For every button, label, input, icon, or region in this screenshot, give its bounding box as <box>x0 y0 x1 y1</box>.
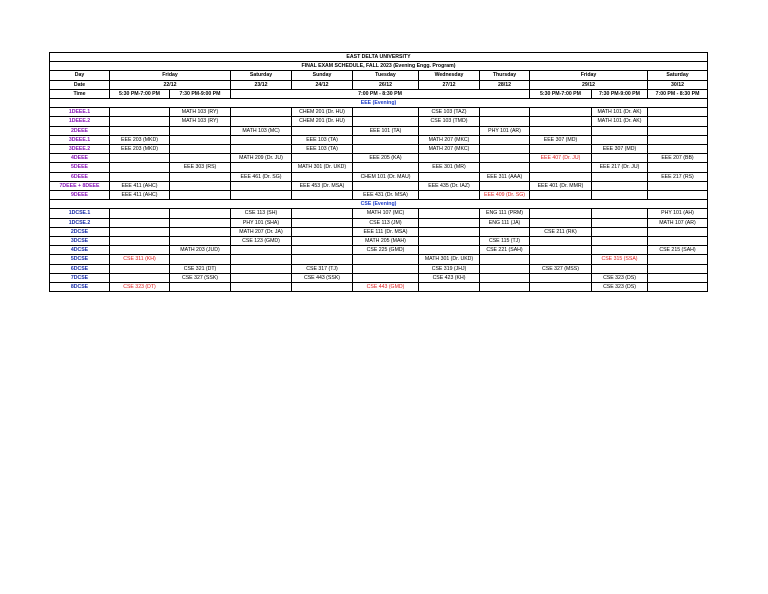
batch-label: 7DCSE <box>50 273 110 282</box>
exam-cell <box>231 163 292 172</box>
exam-cell: CHEM 201 (Dr. HU) <box>292 108 353 117</box>
exam-cell <box>292 154 353 163</box>
exam-cell: ENG 111 (JA) <box>480 218 530 227</box>
exam-cell <box>231 255 292 264</box>
exam-cell: CSE 327 (SSK) <box>170 273 231 282</box>
batch-label: 1DEEE.2 <box>50 117 110 126</box>
exam-cell <box>353 255 419 264</box>
schedule-row <box>50 145 708 154</box>
exam-cell <box>110 154 170 163</box>
exam-cell <box>530 163 592 172</box>
exam-cell <box>231 273 292 282</box>
exam-cell: CSE 123 (GMD) <box>231 237 292 246</box>
exam-cell: MATH 101 (Dr. AK) <box>592 108 648 117</box>
exam-cell <box>170 172 231 181</box>
exam-cell: MATH 207 (Dr. JA) <box>231 227 292 236</box>
exam-cell <box>231 283 292 292</box>
exam-cell: CSE 115 (TJ) <box>480 237 530 246</box>
day-wednesday: Wednesday <box>419 71 480 80</box>
exam-cell <box>170 145 231 154</box>
exam-cell: CSE 215 (SAH) <box>648 246 708 255</box>
exam-cell: MATH 205 (MAH) <box>353 237 419 246</box>
batch-label: 2DEEE <box>50 126 110 135</box>
cse-section-header: CSE (Evening) <box>50 200 708 209</box>
exam-cell: CSE 323 (DS) <box>592 283 648 292</box>
exam-cell <box>231 108 292 117</box>
batch-label: 5DEEE <box>50 163 110 172</box>
exam-cell <box>231 246 292 255</box>
schedule-row <box>50 154 708 163</box>
time-slot-d: 7:30 PM-9:00 PM <box>592 89 648 98</box>
exam-cell <box>592 237 648 246</box>
date-thursday: 28/12 <box>480 80 530 89</box>
exam-cell <box>530 145 592 154</box>
exam-cell: EEE 409 (Dr. SG) <box>480 191 530 200</box>
exam-cell <box>110 209 170 218</box>
exam-cell <box>530 237 592 246</box>
time-slot-c: 5:30 PM-7:00 PM <box>530 89 592 98</box>
exam-cell: CSE 443 (SSK) <box>292 273 353 282</box>
exam-cell <box>419 283 480 292</box>
exam-cell <box>231 191 292 200</box>
exam-cell <box>530 246 592 255</box>
subtitle-row <box>50 62 708 71</box>
exam-cell: EEE 217 (RS) <box>648 172 708 181</box>
exam-cell <box>419 246 480 255</box>
exam-cell: PHY 101 (AH) <box>648 209 708 218</box>
exam-cell <box>480 154 530 163</box>
exam-cell: EEE 401 (Dr. MMR) <box>530 181 592 190</box>
exam-cell <box>170 191 231 200</box>
exam-cell <box>292 283 353 292</box>
exam-cell: MATH 209 (Dr. JU) <box>231 154 292 163</box>
exam-cell: CSE 323 (DS) <box>592 273 648 282</box>
schedule-row <box>50 273 708 282</box>
date-tuesday: 26/12 <box>353 80 419 89</box>
exam-cell: CSE 323 (DT) <box>110 283 170 292</box>
schedule-row <box>50 209 708 218</box>
exam-cell: CSE 423 (KH) <box>419 273 480 282</box>
exam-cell: PHY 101 (AR) <box>480 126 530 135</box>
exam-cell <box>530 126 592 135</box>
exam-cell <box>292 246 353 255</box>
exam-cell <box>419 218 480 227</box>
exam-cell <box>530 283 592 292</box>
schedule-row <box>50 126 708 135</box>
exam-cell <box>231 135 292 144</box>
exam-cell <box>170 126 231 135</box>
exam-cell <box>648 191 708 200</box>
exam-cell <box>592 264 648 273</box>
exam-cell <box>592 246 648 255</box>
day-row <box>50 71 708 80</box>
exam-cell <box>648 145 708 154</box>
day-label: Day <box>50 71 110 80</box>
exam-cell: CHEM 201 (Dr. HU) <box>292 117 353 126</box>
time-row <box>50 89 708 98</box>
exam-cell <box>419 154 480 163</box>
exam-cell <box>648 108 708 117</box>
exam-cell: EEE 203 (MKD) <box>110 135 170 144</box>
exam-cell <box>110 163 170 172</box>
exam-cell <box>110 126 170 135</box>
schedule-subtitle: FINAL EXAM SCHEDULE, FALL 2023 (Evening Engg. Program) <box>50 62 708 71</box>
date-friday-1: 22/12 <box>110 80 231 89</box>
exam-cell: MATH 301 (Dr. UKD) <box>292 163 353 172</box>
exam-cell: EEE 435 (Dr. IAZ) <box>419 181 480 190</box>
exam-cell: CHEM 101 (Dr. MAU) <box>353 172 419 181</box>
exam-cell <box>231 181 292 190</box>
exam-cell <box>231 117 292 126</box>
schedule-row <box>50 264 708 273</box>
exam-cell <box>419 172 480 181</box>
exam-cell: CSE 315 (SSA) <box>592 255 648 264</box>
exam-cell: CSE 327 (MSS) <box>530 264 592 273</box>
day-friday-2: Friday <box>530 71 648 80</box>
batch-label: 6DEEE <box>50 172 110 181</box>
batch-label: 1DEEE.1 <box>50 108 110 117</box>
exam-cell <box>110 218 170 227</box>
exam-cell: EEE 407 (Dr. JU) <box>530 154 592 163</box>
exam-cell <box>170 209 231 218</box>
exam-cell: EEE 207 (BB) <box>648 154 708 163</box>
exam-cell <box>648 126 708 135</box>
exam-cell: MATH 203 (JUD) <box>170 246 231 255</box>
batch-label: 7DEEE + 8DEEE <box>50 181 110 190</box>
exam-cell: ENG 111 (PRM) <box>480 209 530 218</box>
batch-label: 9DEEE <box>50 191 110 200</box>
exam-cell <box>648 283 708 292</box>
exam-cell <box>530 255 592 264</box>
exam-cell <box>353 163 419 172</box>
exam-cell: CSE 317 (TJ) <box>292 264 353 273</box>
batch-label: 3DEEE.1 <box>50 135 110 144</box>
schedule-row <box>50 227 708 236</box>
date-saturday-2: 30/12 <box>648 80 708 89</box>
exam-cell <box>353 108 419 117</box>
exam-cell <box>530 209 592 218</box>
batch-label: 3DEEE.2 <box>50 145 110 154</box>
exam-cell <box>648 135 708 144</box>
exam-cell <box>419 209 480 218</box>
exam-cell <box>592 209 648 218</box>
exam-cell <box>480 273 530 282</box>
time-label: Time <box>50 89 110 98</box>
exam-cell <box>110 117 170 126</box>
date-row <box>50 80 708 89</box>
exam-cell <box>292 191 353 200</box>
exam-cell: EEE 301 (MR) <box>419 163 480 172</box>
exam-cell <box>292 237 353 246</box>
exam-cell <box>480 135 530 144</box>
exam-cell: EEE 461 (Dr. SG) <box>231 172 292 181</box>
day-sunday: Sunday <box>292 71 353 80</box>
eee-section-header: EEE (Evening) <box>50 99 708 108</box>
exam-cell <box>530 117 592 126</box>
exam-cell: MATH 103 (MC) <box>231 126 292 135</box>
exam-cell <box>419 126 480 135</box>
schedule-row <box>50 237 708 246</box>
exam-cell <box>419 227 480 236</box>
exam-cell <box>353 273 419 282</box>
exam-cell <box>419 237 480 246</box>
exam-cell <box>170 237 231 246</box>
exam-cell: CSE 211 (RK) <box>530 227 592 236</box>
exam-cell <box>110 108 170 117</box>
schedule-row <box>50 163 708 172</box>
exam-schedule-table <box>49 52 708 292</box>
schedule-row <box>50 117 708 126</box>
exam-cell: MATH 107 (AR) <box>648 218 708 227</box>
exam-cell: CSE 321 (DT) <box>170 264 231 273</box>
day-tuesday: Tuesday <box>353 71 419 80</box>
exam-cell <box>353 145 419 154</box>
exam-cell: EEE 307 (MD) <box>530 135 592 144</box>
exam-cell: EEE 103 (TA) <box>292 145 353 154</box>
exam-cell <box>353 117 419 126</box>
exam-cell <box>110 227 170 236</box>
batch-label: 5DCSE <box>50 255 110 264</box>
exam-cell <box>231 145 292 154</box>
exam-cell <box>292 255 353 264</box>
batch-label: 6DCSE <box>50 264 110 273</box>
exam-cell <box>592 126 648 135</box>
exam-cell <box>480 283 530 292</box>
exam-cell: CSE 221 (SAH) <box>480 246 530 255</box>
cse-section <box>50 200 708 292</box>
date-label: Date <box>50 80 110 89</box>
exam-cell <box>292 126 353 135</box>
exam-cell: MATH 207 (MKC) <box>419 145 480 154</box>
time-slot-b: 7:30 PM-9:00 PM <box>170 89 231 98</box>
exam-cell <box>648 181 708 190</box>
exam-cell: EEE 101 (TA) <box>353 126 419 135</box>
exam-cell <box>480 264 530 273</box>
exam-cell <box>110 246 170 255</box>
exam-cell <box>292 227 353 236</box>
schedule-row <box>50 218 708 227</box>
exam-cell <box>530 108 592 117</box>
exam-cell <box>170 218 231 227</box>
time-slot-mid: 7:00 PM - 8:30 PM <box>231 89 530 98</box>
time-slot-e: 7:00 PM - 8:30 PM <box>648 89 708 98</box>
day-friday-1: Friday <box>110 71 231 80</box>
exam-cell: CSE 319 (JHJ) <box>419 264 480 273</box>
exam-cell: EEE 307 (MD) <box>592 145 648 154</box>
exam-cell <box>648 163 708 172</box>
exam-cell: EEE 103 (TA) <box>292 135 353 144</box>
exam-cell <box>353 181 419 190</box>
exam-cell <box>648 227 708 236</box>
exam-cell: MATH 101 (Dr. AK) <box>592 117 648 126</box>
exam-cell <box>170 135 231 144</box>
exam-cell: MATH 301 (Dr. UKD) <box>419 255 480 264</box>
exam-cell: EEE 431 (Dr. MSA) <box>353 191 419 200</box>
exam-cell <box>110 273 170 282</box>
exam-cell <box>648 255 708 264</box>
exam-cell: EEE 111 (Dr. MSA) <box>353 227 419 236</box>
exam-cell <box>592 191 648 200</box>
exam-cell <box>170 154 231 163</box>
exam-cell: MATH 107 (MC) <box>353 209 419 218</box>
exam-cell <box>480 163 530 172</box>
exam-cell: EEE 311 (AAA) <box>480 172 530 181</box>
exam-cell <box>292 218 353 227</box>
exam-cell <box>592 154 648 163</box>
exam-cell: CSE 103 (TAZ) <box>419 108 480 117</box>
exam-cell: MATH 103 (RY) <box>170 117 231 126</box>
exam-cell <box>419 191 480 200</box>
batch-label: 4DEEE <box>50 154 110 163</box>
batch-label: 1DCSE.1 <box>50 209 110 218</box>
exam-cell <box>292 209 353 218</box>
university-title: EAST DELTA UNIVERSITY <box>50 53 708 62</box>
exam-cell <box>530 273 592 282</box>
batch-label: 4DCSE <box>50 246 110 255</box>
exam-cell <box>110 237 170 246</box>
exam-cell <box>110 264 170 273</box>
exam-cell <box>648 273 708 282</box>
exam-cell: EEE 411 (AHC) <box>110 191 170 200</box>
exam-cell <box>648 264 708 273</box>
exam-cell <box>353 264 419 273</box>
batch-label: 8DCSE <box>50 283 110 292</box>
exam-cell: CSE 311 (KH) <box>110 255 170 264</box>
schedule-row <box>50 283 708 292</box>
schedule-row <box>50 191 708 200</box>
exam-cell <box>480 181 530 190</box>
exam-cell: EEE 411 (AHC) <box>110 181 170 190</box>
exam-cell <box>231 264 292 273</box>
eee-section <box>50 99 708 200</box>
exam-cell <box>292 172 353 181</box>
exam-cell <box>648 117 708 126</box>
day-thursday: Thursday <box>480 71 530 80</box>
exam-cell <box>480 255 530 264</box>
exam-cell <box>170 255 231 264</box>
exam-cell: MATH 207 (MKC) <box>419 135 480 144</box>
exam-cell <box>530 218 592 227</box>
schedule-row <box>50 108 708 117</box>
exam-cell: EEE 217 (Dr. JU) <box>592 163 648 172</box>
exam-cell <box>480 227 530 236</box>
schedule-row <box>50 135 708 144</box>
day-saturday-2: Saturday <box>648 71 708 80</box>
exam-cell <box>592 227 648 236</box>
batch-label: 3DCSE <box>50 237 110 246</box>
exam-cell <box>592 135 648 144</box>
exam-cell: CSE 225 (GMD) <box>353 246 419 255</box>
batch-label: 2DCSE <box>50 227 110 236</box>
exam-cell: EEE 453 (Dr. MSA) <box>292 181 353 190</box>
schedule-row <box>50 246 708 255</box>
exam-cell <box>170 227 231 236</box>
exam-cell: CSE 103 (TMD) <box>419 117 480 126</box>
day-saturday-1: Saturday <box>231 71 292 80</box>
exam-cell <box>530 172 592 181</box>
exam-cell <box>110 172 170 181</box>
date-saturday-1: 23/12 <box>231 80 292 89</box>
exam-cell <box>480 117 530 126</box>
exam-cell <box>170 283 231 292</box>
exam-cell <box>480 145 530 154</box>
exam-cell: MATH 103 (RY) <box>170 108 231 117</box>
exam-cell: CSE 113 (SH) <box>231 209 292 218</box>
exam-cell <box>592 181 648 190</box>
exam-cell: EEE 303 (RS) <box>170 163 231 172</box>
time-slot-a: 5:30 PM-7:00 PM <box>110 89 170 98</box>
exam-cell <box>480 108 530 117</box>
schedule-row <box>50 255 708 264</box>
title-row <box>50 53 708 62</box>
exam-cell: PHY 101 (SHA) <box>231 218 292 227</box>
schedule-row <box>50 172 708 181</box>
exam-cell: CSE 113 (JM) <box>353 218 419 227</box>
cse-section-row <box>50 200 708 209</box>
exam-cell <box>170 181 231 190</box>
exam-cell <box>592 218 648 227</box>
eee-section-row <box>50 99 708 108</box>
date-wednesday: 27/12 <box>419 80 480 89</box>
batch-label: 1DCSE.2 <box>50 218 110 227</box>
schedule-row <box>50 181 708 190</box>
exam-cell <box>353 135 419 144</box>
exam-cell <box>592 172 648 181</box>
exam-cell: EEE 205 (KA) <box>353 154 419 163</box>
exam-cell <box>648 237 708 246</box>
exam-cell: EEE 203 (MKD) <box>110 145 170 154</box>
exam-cell: CSE 443 (GMD) <box>353 283 419 292</box>
exam-cell <box>530 191 592 200</box>
date-friday-2: 29/12 <box>530 80 648 89</box>
date-sunday: 24/12 <box>292 80 353 89</box>
